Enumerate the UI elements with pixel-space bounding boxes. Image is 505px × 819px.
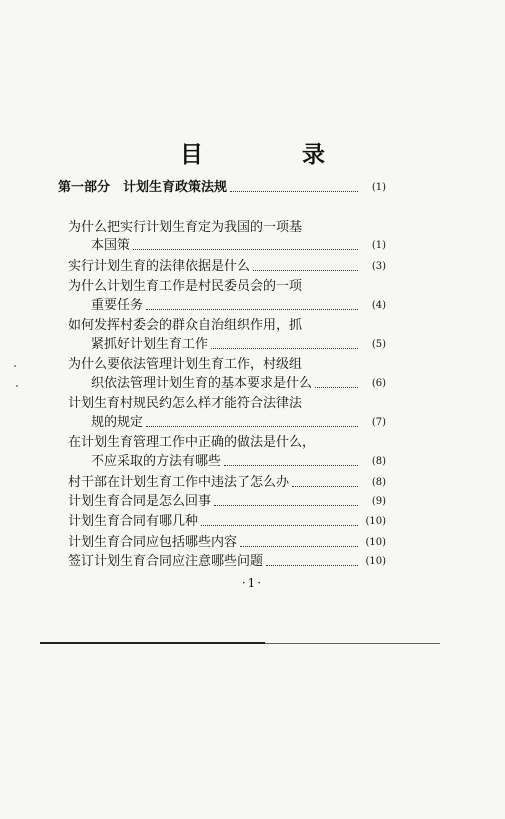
scan-line [40,642,265,644]
toc-leader-dots [240,546,358,547]
toc-leader-dots [230,191,358,192]
toc-entry [68,535,386,551]
toc-leader-dots [133,249,358,250]
toc-entry [91,415,386,431]
page-title: 目 录 [180,141,363,168]
toc-entry-line1: 如何发挥村委会的群众自治组织作用，抓 [68,318,303,333]
page-number-footer: ·1· [241,576,264,590]
toc-entry-line1: 为什么要依法管理计划生育工作，村级组 [68,357,303,372]
toc-entry [91,454,386,470]
toc-leader-dots [201,525,358,526]
toc-entry [68,494,386,510]
toc-entry-title: 签订计划生育合同应注意哪些问题 [68,554,264,569]
toc-leader-dots [224,465,358,466]
toc-entry-line1: 为什么计划生育工作是村民委员会的一项 [68,279,303,294]
toc-page-number: (10) [365,537,386,548]
toc-entry-title: 计划生育合同是怎么回事 [68,494,212,509]
toc-entry-title: 实行计划生育的法律依据是什么 [68,259,251,274]
toc-entry-title: 紧抓好计划生育工作 [91,337,209,352]
toc-entry-line1: 在计划生育管理工作中正确的做法是什么， [68,435,316,450]
toc-entry-title: 织依法管理计划生育的基本要求是什么 [91,376,313,391]
toc-page-number: (7) [371,417,386,428]
toc-page-number: (5) [371,339,386,350]
scan-line [265,643,440,644]
toc-entry [91,238,386,254]
toc-page-number: (9) [371,496,386,507]
toc-entry-title: 计划生育合同应包括哪些内容 [68,535,238,550]
toc-leader-dots [315,387,358,388]
toc-entry-title: 计划生育合同有哪几种 [68,514,199,529]
toc-entry [68,514,386,530]
toc-entry-title: 规的规定 [91,415,144,430]
toc-entry [68,259,386,275]
toc-entry [91,376,386,392]
toc-entry-title: 本国策 [91,238,131,253]
toc-page-number: (3) [371,261,386,272]
toc-page-number: (10) [365,556,386,567]
toc-page-number: (6) [371,378,386,389]
toc-page-number: (4) [371,300,386,311]
toc-entry [68,554,386,570]
toc-page-number: (8) [371,456,386,467]
toc-page-number: (10) [365,516,386,527]
toc-part-label: 第一部分 计划生育政策法规 [58,180,228,195]
toc-entry-title: 不应采取的方法有哪些 [91,454,222,469]
toc-entry-title: 村干部在计划生育工作中违法了怎么办 [68,475,290,490]
toc-leader-dots [211,348,358,349]
toc-entry [68,475,386,491]
toc-entry-title: 重要任务 [91,298,144,313]
toc-leader-dots [146,426,358,427]
toc-leader-dots [292,486,358,487]
toc-entry [91,337,386,353]
toc-page-number: (1) [371,240,386,251]
toc-entry-line1: 为什么把实行计划生育定为我国的一项基 [68,220,303,235]
toc-entry [91,298,386,314]
toc-leader-dots [146,309,358,310]
scan-speck [14,365,16,367]
scan-speck [16,385,18,387]
toc-entry-line1: 计划生育村规民约怎么样才能符合法律法 [68,396,303,411]
toc-part-heading [58,180,386,196]
toc-page-number: (8) [371,477,386,488]
toc-leader-dots [214,505,358,506]
toc-leader-dots [253,270,358,271]
toc-page-number: (1) [371,182,386,193]
toc-leader-dots [266,565,358,566]
